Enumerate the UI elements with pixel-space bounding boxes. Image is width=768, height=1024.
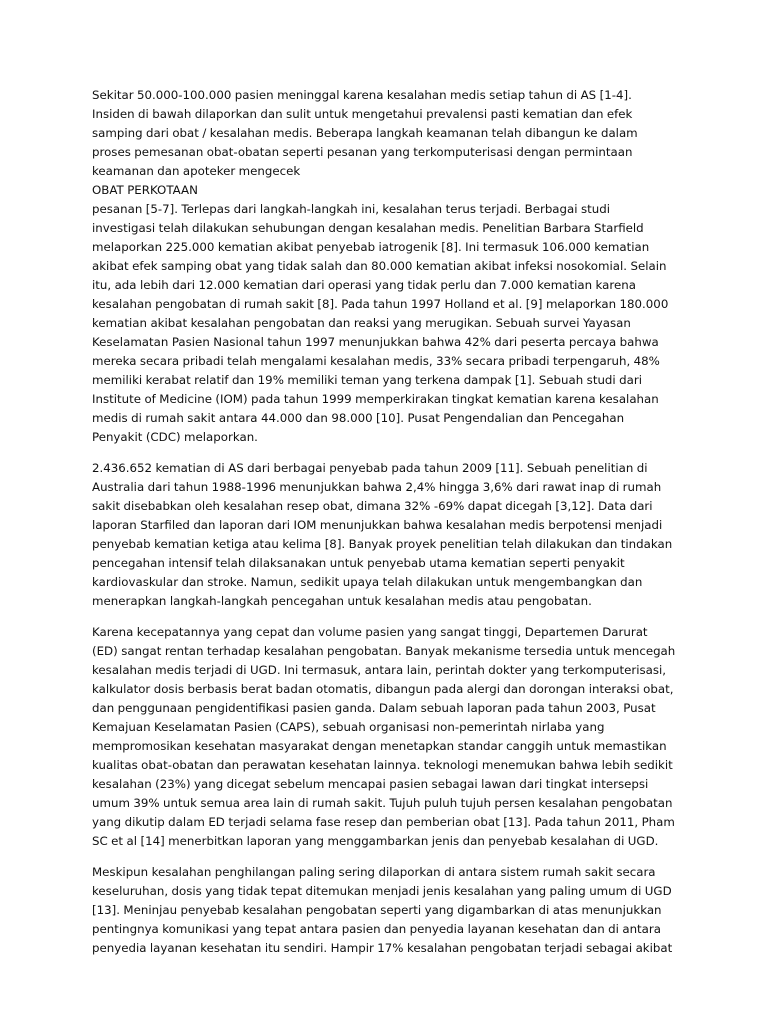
paragraph-body-3: Karena kecepatannya yang cepat dan volume pasien yang sangat tinggi, Departemen Darurat (ED) sangat rentan terhadap kesalahan pengobatan. Banyak mekanisme tersedia untuk mencegah kesalahan medis terjadi di UGD. Ini termasuk, antara lain, perintah dokter yang terkomputerisasi, kalkulator dosis berbasis berat badan otomatis, dibangun pada alergi dan dorongan interaksi obat, dan penggunaan pengidentifikasi pasien ganda. Dalam sebuah laporan pada tahun 2003, Pusat Kemajuan Keselamatan Pasien (CAPS), sebuah organisasi non-pemerintah nirlaba yang mempromosikan kesehatan masyarakat dengan menetapkan standar canggih untuk memastikan kualitas obat-obatan dan perawatan kesehatan lainnya. teknologi menemukan bahwa lebih sedikit kesalahan (23%) yang dicegat sebelum mencapai pasien sebagai lawan dari tingkat intersepsi umum 39% untuk semua area lain di rumah sakit. Tujuh puluh tujuh persen kesalahan pengobatan yang dikutip dalam ED terjadi selama fase resep dan pemberian obat [13]. Pada tahun 2011, Pham SC et al [14] menerbitkan laporan yang menggambarkan jenis dan penyebab kesalahan di UGD. bbox=[92, 625, 676, 848]
paragraph-body-2: 2.436.652 kematian di AS dari berbagai penyebab pada tahun 2009 [11]. Sebuah penelitian di Australia dari tahun 1988-1996 menunjukkan bahwa 2,4% hingga 3,6% dari rawat inap di rumah sakit disebabkan oleh kesalahan resep obat, dimana 32% -69% dapat dicegah [3,12]. Data dari laporan Starfiled dan laporan dari IOM menunjukkan bahwa kesalahan medis berpotensi menjadi penyebab kematian ketiga atau kelima [8]. Banyak proyek penelitian telah dilakukan dan tindakan pencegahan intensif telah dilaksanakan untuk penyebab utama kematian seperti penyakit kardiovaskular dan stroke. Namun, sedikit upaya telah dilakukan untuk mengembangkan dan menerapkan langkah-langkah pencegahan untuk kesalahan medis atau pengobatan. bbox=[92, 461, 673, 608]
paragraph-intro: Sekitar 50.000-100.000 pasien meninggal karena kesalahan medis setiap tahun di AS [1-4]. Insiden di bawah dilaporkan dan sulit untuk mengetahui prevalensi pasti kematian dan efek samping dari obat / kesalahan medis. Beberapa langkah keamanan telah dibangun ke dalam proses pemesanan obat-obatan seperti pesanan yang terkomputerisasi dengan permintaan keamanan dan apoteker mengecek bbox=[92, 88, 638, 178]
paragraph-body-1: pesanan [5-7]. Terlepas dari langkah-langkah ini, kesalahan terus terjadi. Berbagai studi investigasi telah dilakukan sehubungan dengan kesalahan medis. Penelitian Barbara Starfield melaporkan 225.000 kematian akibat penyebab iatrogenik [8]. Ini termasuk 106.000 kematian akibat efek samping obat yang tidak salah dan 80.000 kematian akibat infeksi nosokomial. Selain itu, ada lebih dari 12.000 kematian dari operasi yang tidak perlu dan 7.000 kematian karena kesalahan pengobatan di rumah sakit [8]. Pada tahun 1997 Holland et al. [9] melaporkan 180.000 kematian akibat kesalahan pengobatan dan reaksi yang merugikan. Sebuah survei Yayasan Keselamatan Pasien Nasional tahun 1997 menunjukkan bahwa 42% dari peserta percaya bahwa mereka secara pribadi telah mengalami kesalahan medis, 33% secara pribadi terpengaruh, 48% memiliki kerabat relatif dan 19% memiliki teman yang terkena dampak [1]. Sebuah studi dari Institute of Medicine (IOM) pada tahun 1999 memperkirakan tingkat kematian karena kesalahan medis di rumah sakit antara 44.000 dan 98.000 [10]. Pusat Pengendalian dan Pencegahan Penyakit (CDC) melaporkan. bbox=[92, 202, 669, 444]
section-heading: OBAT PERKOTAAN bbox=[92, 183, 198, 197]
paragraph-body-4: Meskipun kesalahan penghilangan paling sering dilaporkan di antara sistem rumah sakit secara keseluruhan, dosis yang tidak tepat ditemukan menjadi jenis kesalahan yang paling umum di UGD [13]. Meninjau penyebab kesalahan pengobatan seperti yang digambarkan di atas menunjukkan pentingnya komunikasi yang tepat antara pasien dan penyedia layanan kesehatan dan di antara penyedia layanan kesehatan itu sendiri. Hampir 17% kesalahan pengobatan terjadi sebagai akibat bbox=[92, 865, 673, 955]
